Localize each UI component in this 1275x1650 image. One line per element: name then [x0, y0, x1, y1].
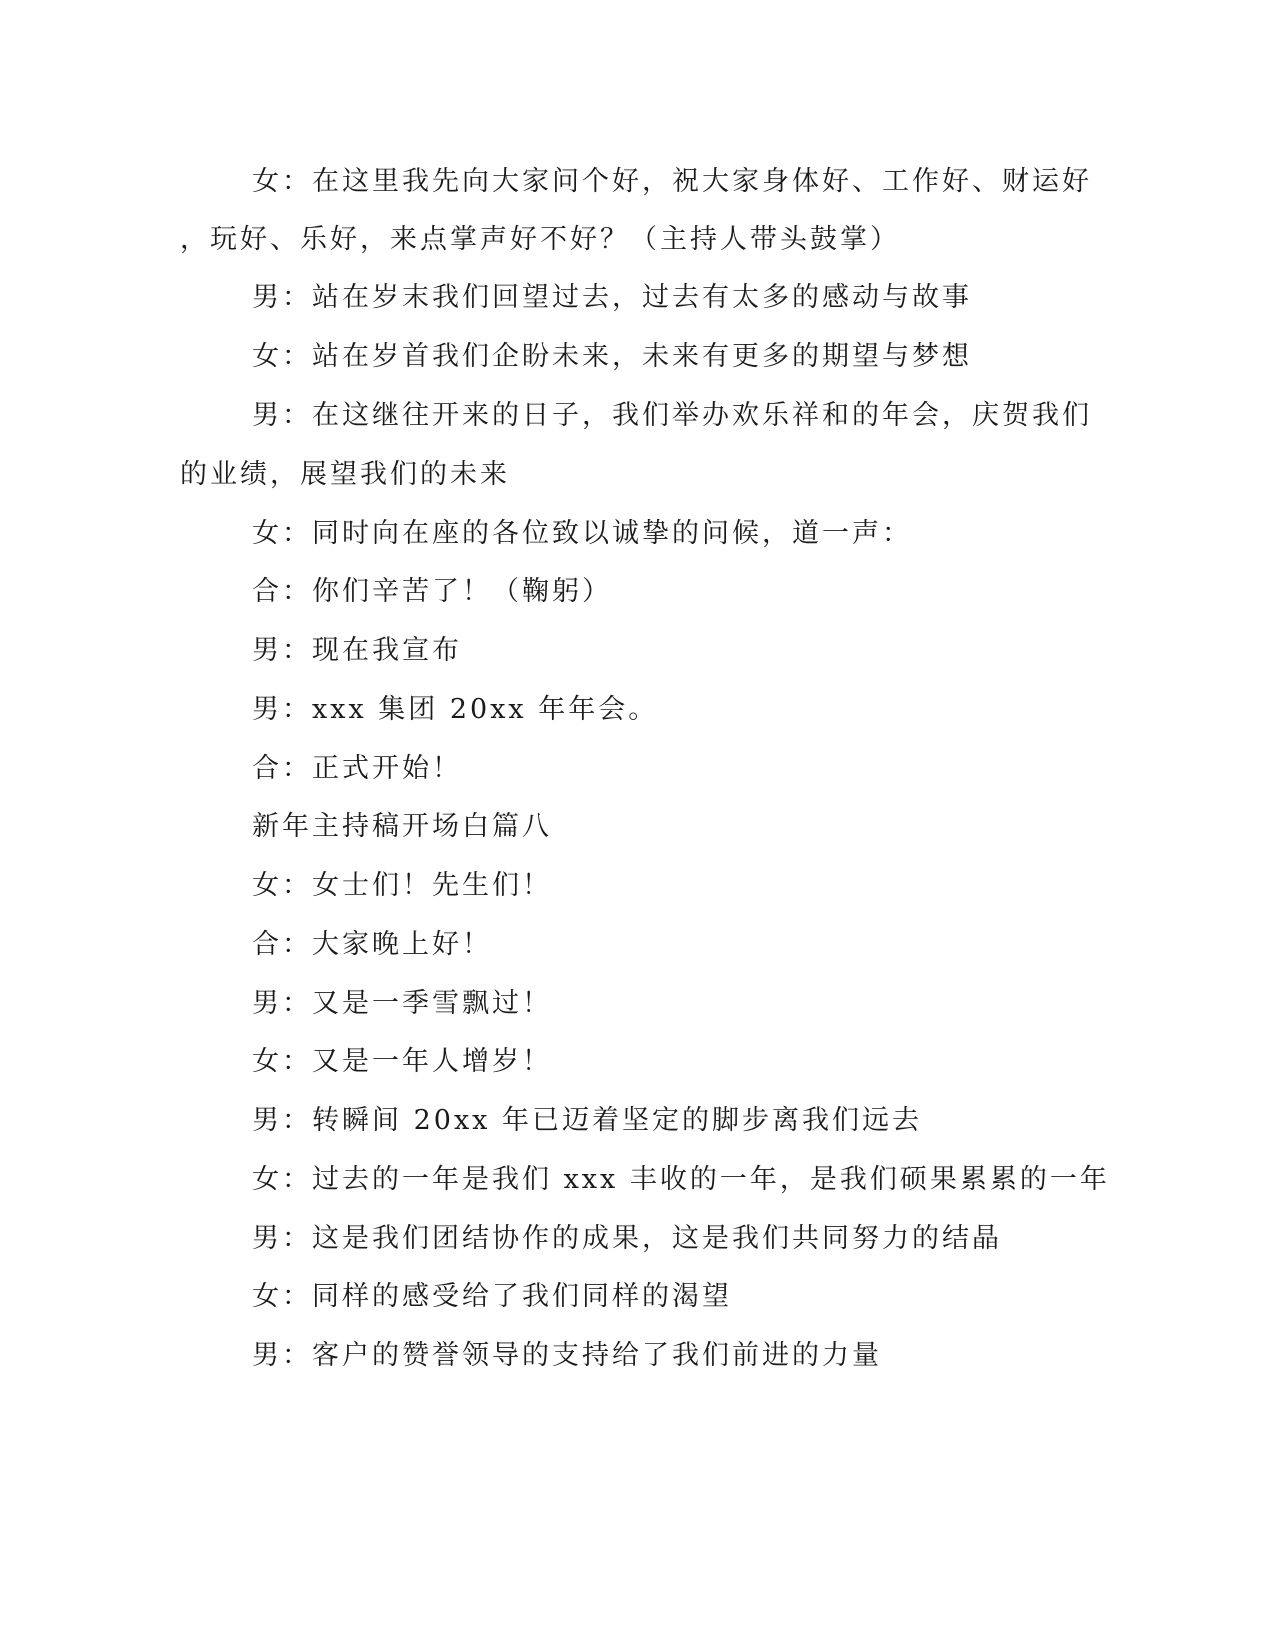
text-line: 男：xxx 集团 20xx 年年会。 [252, 694, 659, 725]
text-line: 的业绩，展望我们的未来 [180, 459, 510, 490]
text-line: 女：同时向在座的各位致以诚挚的问候，道一声： [252, 518, 912, 549]
text-line: ，玩好、乐好，来点掌声好不好？（主持人带头鼓掌） [180, 224, 900, 255]
text-line: 男：现在我宣布 [252, 635, 462, 666]
text-line: 女：女士们！先生们！ [252, 870, 552, 901]
text-line: 男：又是一季雪飘过！ [252, 988, 552, 1019]
text-line: 合：正式开始！ [252, 753, 462, 784]
text-line: 合：大家晚上好！ [252, 929, 492, 960]
text-line: 女：又是一年人增岁！ [252, 1046, 552, 1077]
text-line: 女：站在岁首我们企盼未来，未来有更多的期望与梦想 [252, 341, 972, 372]
section-heading: 新年主持稿开场白篇八 [252, 811, 552, 842]
text-line: 男：站在岁末我们回望过去，过去有太多的感动与故事 [252, 282, 972, 313]
text-line: 男：客户的赞誉领导的支持给了我们前进的力量 [252, 1340, 882, 1371]
text-line: 男：在这继往开来的日子，我们举办欢乐祥和的年会，庆贺我们 [252, 400, 1092, 431]
text-line: 男：这是我们团结协作的成果，这是我们共同努力的结晶 [252, 1223, 1002, 1254]
text-line: 合：你们辛苦了！（鞠躬） [252, 576, 612, 607]
text-line: 女：同样的感受给了我们同样的渴望 [252, 1281, 732, 1312]
text-line: 女：在这里我先向大家问个好，祝大家身体好、工作好、财运好 [252, 166, 1092, 197]
text-line: 男：转瞬间 20xx 年已迈着坚定的脚步离我们远去 [252, 1105, 922, 1136]
text-line: 女：过去的一年是我们 xxx 丰收的一年，是我们硕果累累的一年 [252, 1164, 1110, 1195]
